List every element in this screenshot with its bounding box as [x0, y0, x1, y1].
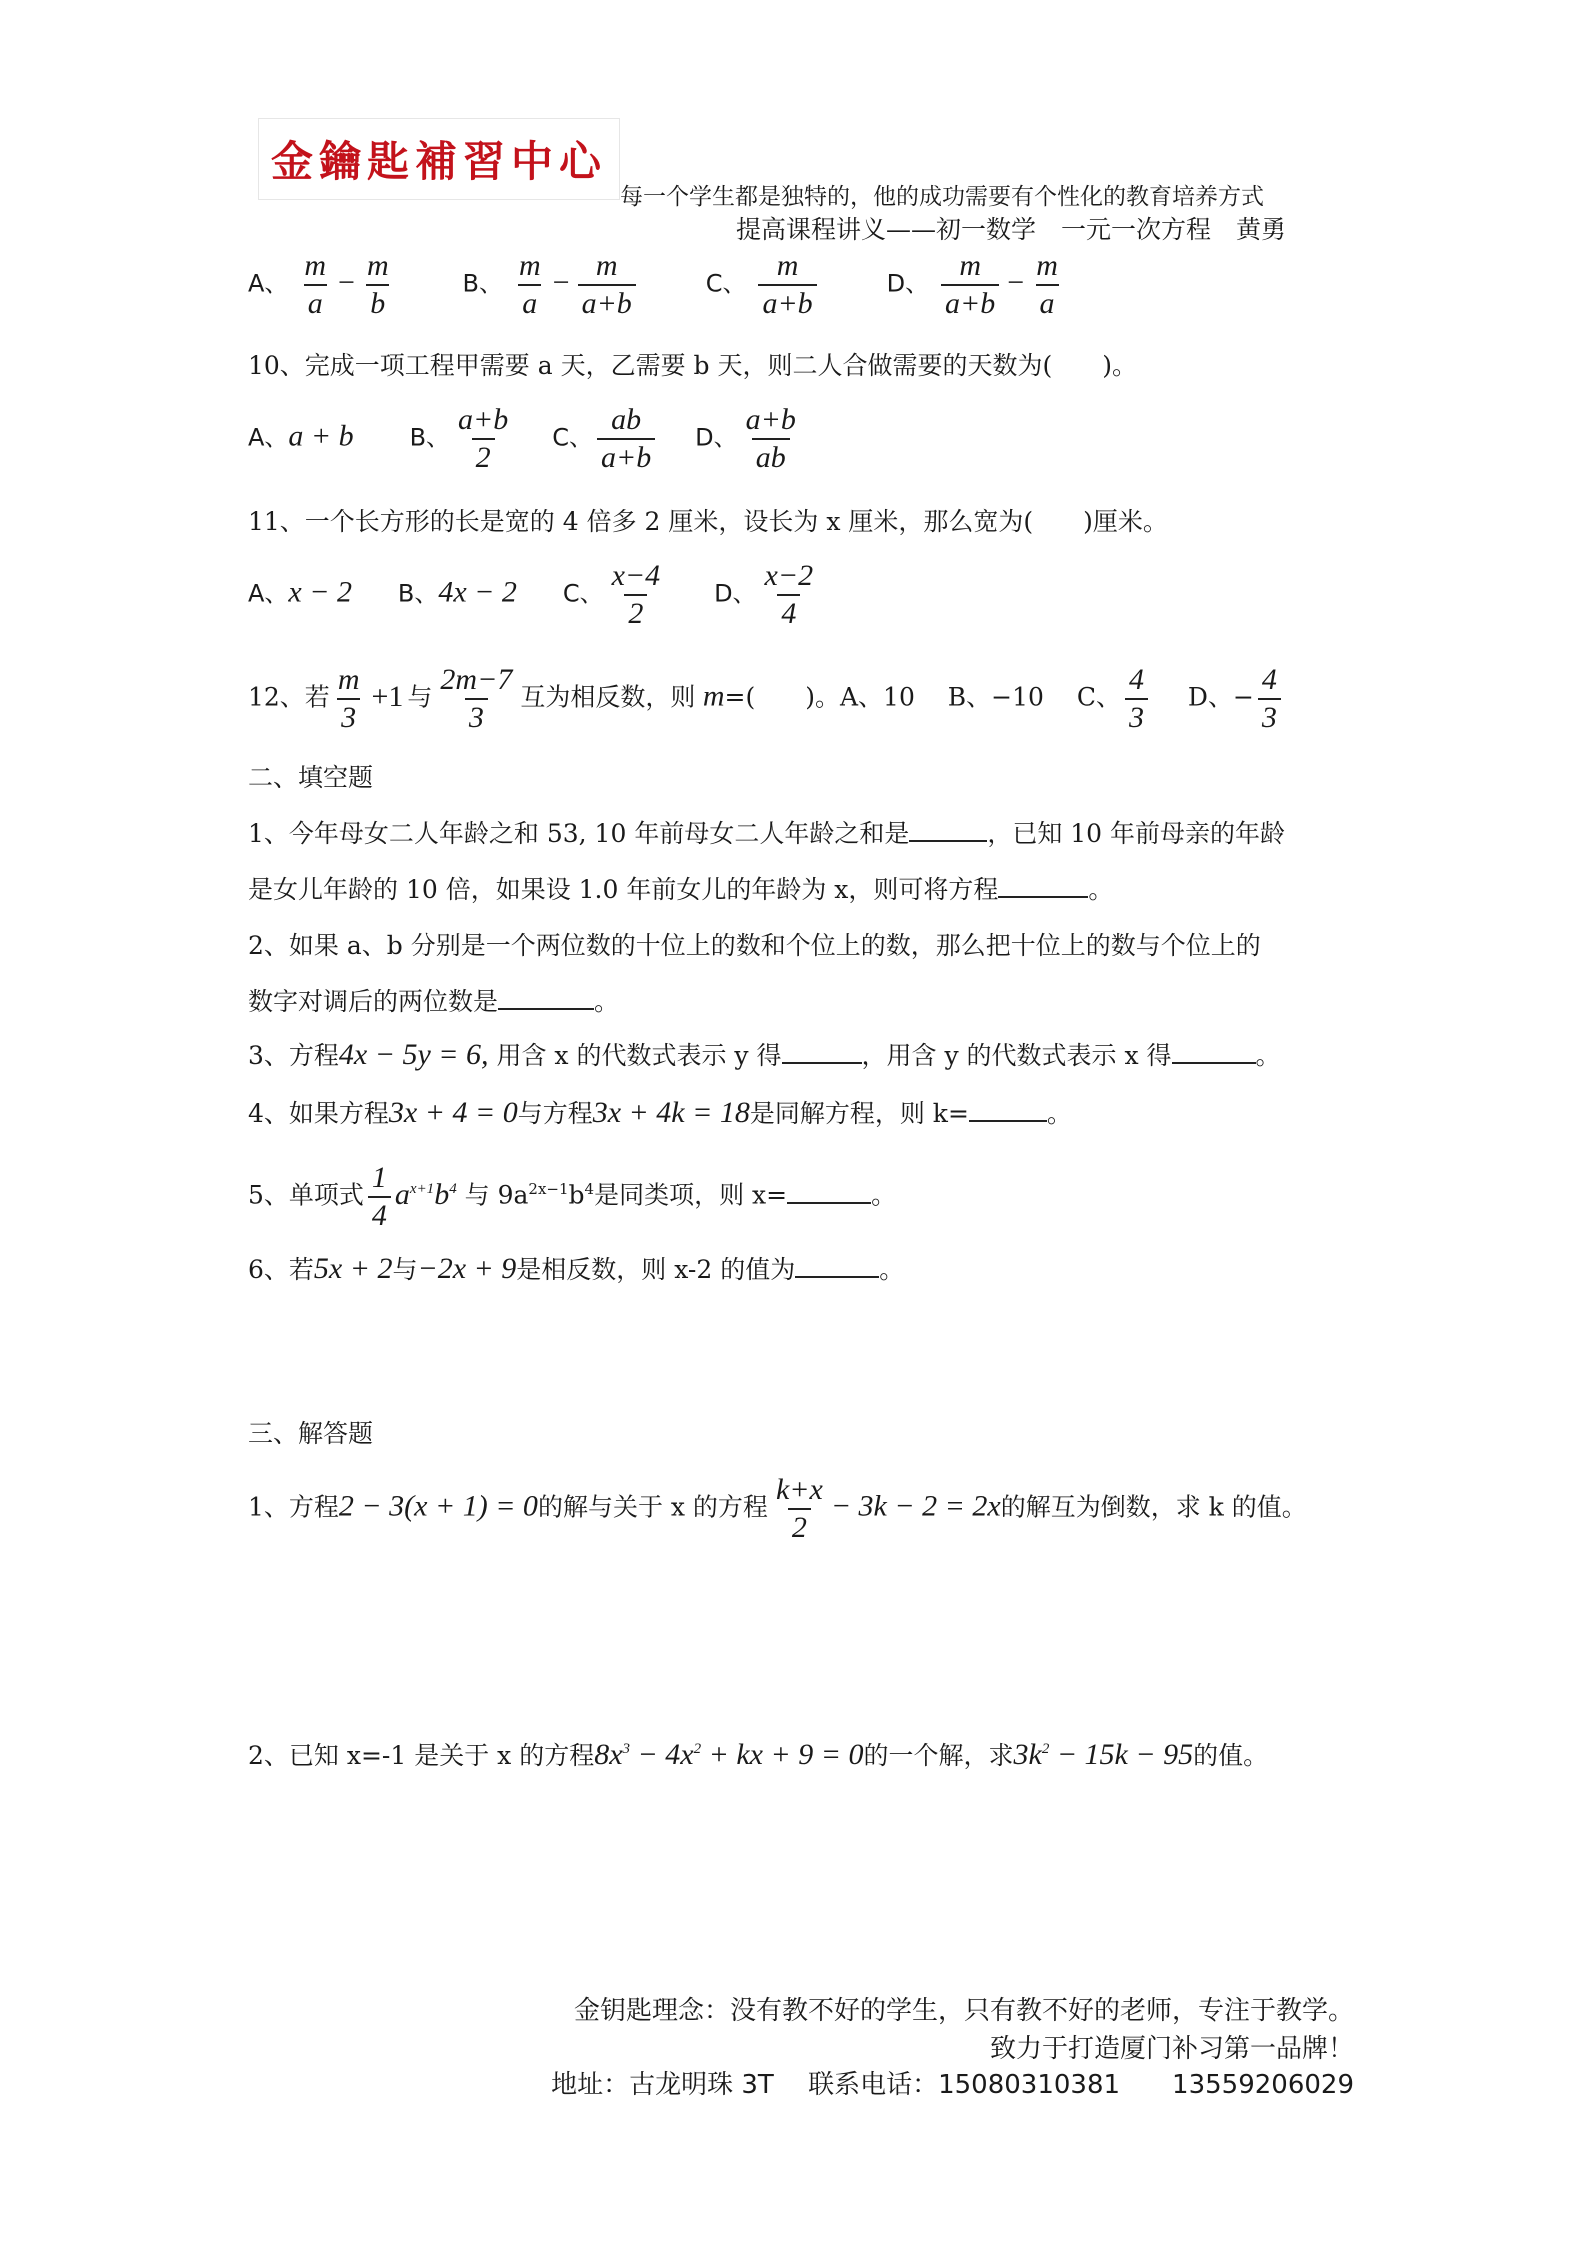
fill-heading: 二、填空题 [248, 763, 374, 792]
logo-text: 金鑰匙補習中心 [270, 137, 607, 186]
answer-blank[interactable] [787, 1178, 871, 1204]
q9-options: A、 $\frac{m}{a}$ − $\frac{m}{b}$ B、 $\frac{m}{a}$ − $\frac{m}{a+b}$ C、 $\frac{m}{a+b}$ D、 $\frac{m}{a+b}$ − $\frac{m}{a}$ [248, 249, 1058, 320]
solve-heading: 三、解答题 [248, 1419, 374, 1448]
q12: 12、若 $\frac{m}{3}$ +1 与 $\frac{2m-7}{3}$ 互为相反数，则 m=( )。A、10 B、−10 C、 $\frac{4}{3}$ D、− $\frac{4}{3}$ [248, 662, 1285, 736]
fill-q3: 3、方程4x − 5y = 6, 用含 x 的代数式表示 y 得 ，用含 y 的代数式表示 x 得 。 [248, 1038, 1281, 1071]
q11-text: 11、一个长方形的长是宽的 4 倍多 2 厘米，设长为 x 厘米，那么宽为( )厘米。 [248, 507, 1168, 536]
answer-blank[interactable] [795, 1252, 879, 1278]
logo [258, 118, 620, 200]
fill-q2-line1: 2、如果 a、b 分别是一个两位数的十位上的数和个位上的数，那么把十位上的数与个位上的 [248, 931, 1261, 960]
course-title: 提高课程讲义——初一数学 一元一次方程 黄勇 [736, 215, 1287, 244]
q10-text: 10、完成一项工程甲需要 a 天，乙需要 b 天，则二人合做需要的天数为( )。 [248, 351, 1138, 380]
answer-blank[interactable] [909, 816, 987, 842]
footer-slogan: 致力于打造厦门补习第一品牌！ [989, 2034, 1354, 2064]
fill-q1-line2: 是女儿年龄的 10 倍，如果设 1.0 年前女儿的年龄为 x，则可将方程 。 [248, 870, 1113, 906]
q11-options: A、x − 2 B、4x − 2 C、 $\frac{x-4}{2}$ D、 $\frac{x-2}{4}$ [248, 559, 814, 630]
answer-blank[interactable] [969, 1096, 1047, 1122]
fill-q1-line1: 1、今年母女二人年龄之和 53, 10 年前母女二人年龄之和是 ，已知 10 年前母亲的年龄 [248, 814, 1285, 850]
answer-blank[interactable] [782, 1038, 862, 1064]
footer-address: 地址：古龙明珠 3T 联系电话：15080310381 13559206029 [551, 2070, 1354, 2100]
answer-blank[interactable] [498, 984, 594, 1010]
fill-q6: 6、若5x + 2与−2x + 9是相反数，则 x-2 的值为 。 [248, 1252, 905, 1285]
fill-q2-line2: 数字对调后的两位数是 。 [248, 982, 619, 1018]
motto: 每一个学生都是独特的，他的成功需要有个性化的教育培养方式 [620, 184, 1264, 210]
footer-philosophy: 金钥匙理念：没有教不好的学生，只有教不好的老师，专注于教学。 [573, 1996, 1354, 2026]
answer-blank[interactable] [998, 872, 1088, 898]
answer-blank[interactable] [1172, 1038, 1256, 1064]
q10-options: A、a + b B、 $\frac{a+b}{2}$ C、 $\frac{ab}{a+b}$ D、 $\frac{a+b}{ab}$ [248, 403, 796, 474]
solve-q2: 2、已知 x=-1 是关于 x 的方程$8x^3 - 4x^2$ + kx + 9 = 0的一个解，求$3k^2 - 15k - 95$的值。 [248, 1738, 1269, 1771]
solve-q1: 1、方程2 − 3(x + 1) = 0的解与关于 x 的方程 $\frac{k+x}{2}$ − 3k − 2 = 2x的解互为倒数，求 k 的值。 [248, 1473, 1307, 1544]
fill-q4: 4、如果方程3x + 4 = 0与方程3x + 4k = 18是同解方程，则 k= 。 [248, 1096, 1072, 1129]
fill-q5: 5、单项式 $\frac{1}{4}$ $a^{x+1}b^4$ 与 $9a^{2x-1}b^4$是同类项，则 x= 。 [248, 1161, 897, 1232]
